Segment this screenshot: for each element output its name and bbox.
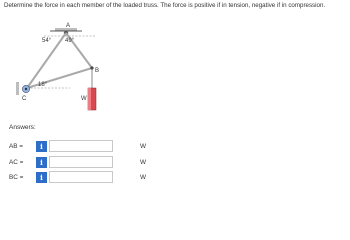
- label-w: W: [81, 96, 87, 102]
- angle-c-label: 18°: [38, 82, 48, 88]
- info-icon[interactable]: i: [36, 172, 47, 183]
- wall-support: [16, 82, 19, 95]
- label-b: B: [95, 68, 100, 74]
- answer-label-ac: AC =: [9, 159, 24, 166]
- answers-heading: Answers:: [9, 124, 36, 131]
- label-c: C: [22, 96, 27, 102]
- answer-label-bc: BC =: [9, 174, 24, 181]
- answer-input-ab[interactable]: [49, 140, 113, 152]
- info-icon[interactable]: i: [36, 141, 47, 152]
- answer-unit-bc: W: [140, 174, 147, 181]
- answer-label-ab: AB =: [9, 143, 24, 150]
- info-icon[interactable]: i: [36, 157, 47, 168]
- member-bc: [27, 68, 92, 88]
- answer-input-ac[interactable]: [49, 156, 113, 168]
- answer-unit-ab: W: [140, 143, 147, 150]
- problem-statement: Determine the force in each member of the loaded truss. The force is positive if in tension, negative if in compression.: [4, 2, 326, 9]
- angle-right-label: 49°: [65, 38, 75, 44]
- answer-unit-ac: W: [140, 159, 147, 166]
- answer-input-bc[interactable]: [49, 171, 113, 183]
- label-a: A: [66, 23, 71, 29]
- angle-left-label: 54°: [42, 38, 52, 44]
